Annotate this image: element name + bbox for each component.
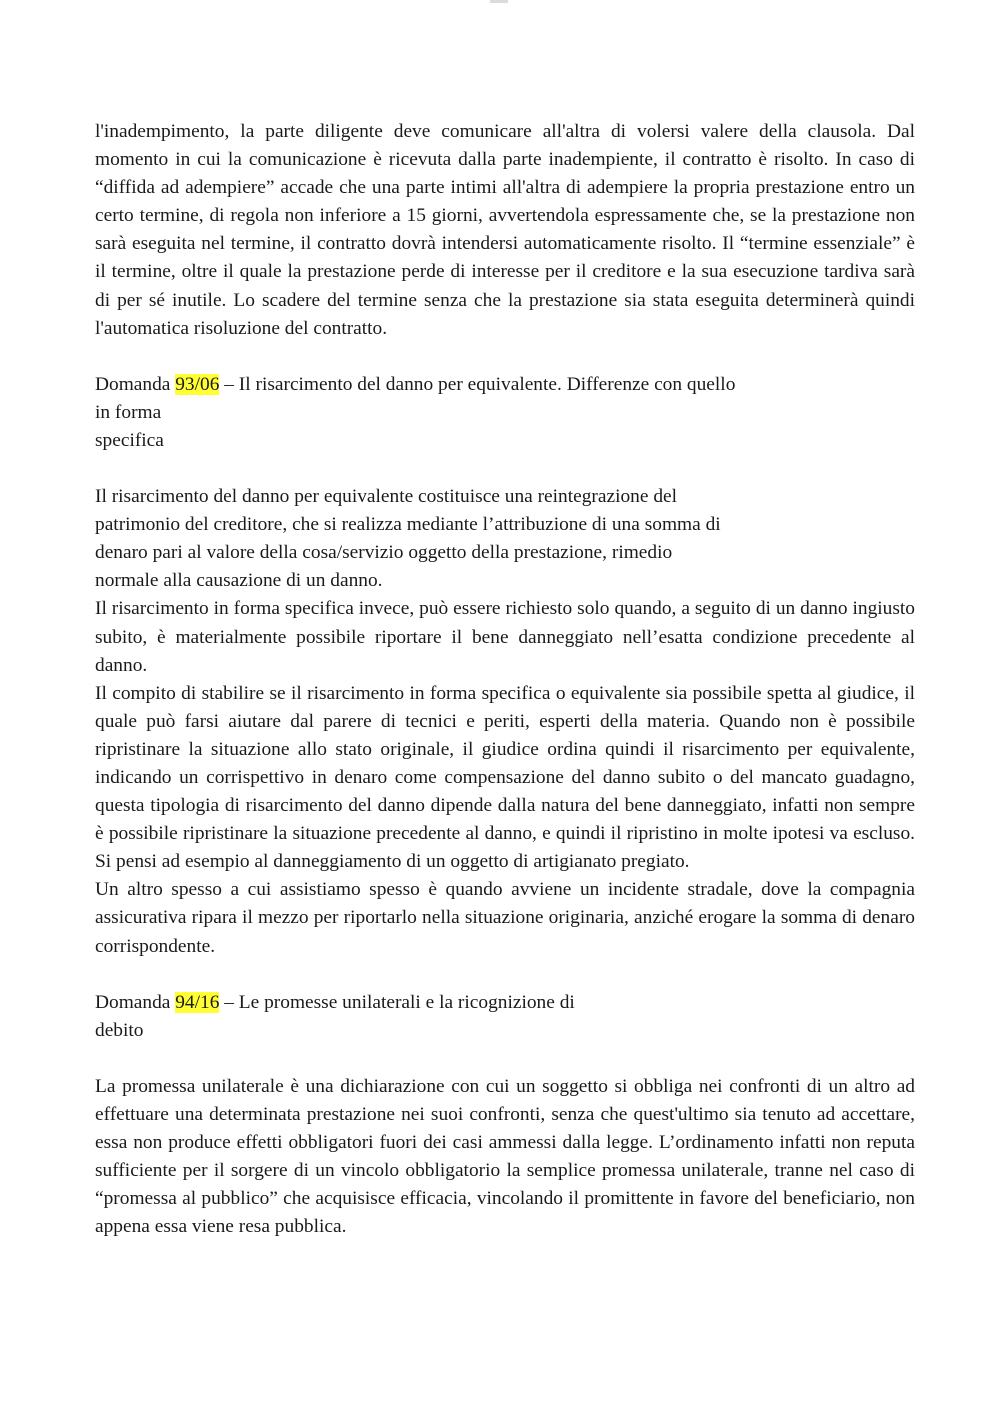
answer-paragraph: Un altro spesso a cui assistiamo spesso è quando avviene un incidente stradale, dove la compagnia assicurativa ripara il mezzo per riportarlo nella situazione originaria, anziché erogare la somma di denaro corrispondente. [95, 879, 915, 957]
question-code-highlight: 94/16 [175, 991, 220, 1013]
header-mark [490, 0, 508, 3]
document-page [95, 118, 915, 1241]
spacer [95, 343, 915, 371]
question-title-line2: debito [95, 1019, 144, 1041]
answer-line: patrimonio del creditore, che si realizza mediante l’attribuzione di una somma di [95, 514, 721, 536]
spacer [95, 961, 915, 989]
answer-intro [95, 483, 915, 595]
question-title-line3: specifica [95, 429, 164, 451]
answer-line: normale alla causazione di un danno. [95, 570, 383, 592]
spacer [95, 455, 915, 483]
answer-paragraph: Il risarcimento in forma specifica invece, può essere richiesto solo quando, a seguito di un danno ingiusto subito, è materialmente possibile riportare il bene danneggiato nell’esatta condizione precedente al danno. [95, 598, 915, 676]
paragraph-continuation: l'inadempimento, la parte diligente deve comunicare all'altra di volersi valere della clausola. Dal momento in cui la comunicazione è ricevuta dalla parte inadempiente, il contratto è risolto. In caso di “diffida ad adempiere” accade che una parte intimi all'altra di adempiere la propria prestazione entro un certo termine, di regola non inferiore a 15 giorni, avvertendola espressamente che, se la prestazione non sarà eseguita nel termine, il contratto dovrà intendersi automaticamente risolto. Il “termine essenziale” è il termine, oltre il quale la prestazione perde di interesse per il creditore e la sua esecuzione tardiva sarà di per sé inutile. Lo scadere del termine senza che la prestazione sia stata eseguita determinerà quindi l'automatica risoluzione del contratto. [95, 121, 915, 339]
question-prefix: Domanda [95, 991, 176, 1013]
answer-line: Il risarcimento del danno per equivalente costituisce una reintegrazione del [95, 486, 678, 508]
question-title: – Le promesse unilaterali e la ricognizione di [219, 991, 575, 1013]
spacer [95, 1045, 915, 1073]
question-title: – Il risarcimento del danno per equivalente. Differenze con quello [219, 373, 736, 395]
question-prefix: Domanda [95, 373, 176, 395]
answer-paragraph: Il compito di stabilire se il risarcimento in forma specifica o equivalente sia possibile spetta al giudice, il quale può farsi aiutare dal parere di tecnici e periti, esperti della materia. Quando non è possibile ripristinare la situazione allo stato originale, il giudice ordina quindi il risarcimento per equivalente, indicando un corrispettivo in denaro come compensazione del danno subito o del mancato guadagno, questa tipologia di risarcimento del danno dipende dalla natura del bene danneggiato, infatti non sempre è possibile ripristinare la situazione precedente al danno, e quindi il ripristino in molte ipotesi va escluso. Si pensi ad esempio al danneggiamento di un oggetto di artigianato pregiato. [95, 682, 915, 873]
question-title-line2: in forma [95, 401, 162, 423]
answer-line: denaro pari al valore della cosa/servizio oggetto della prestazione, rimedio [95, 542, 673, 564]
question-heading-94-16 [95, 989, 915, 1045]
question-code-highlight: 93/06 [175, 373, 220, 395]
answer-paragraph: La promessa unilaterale è una dichiarazione con cui un soggetto si obbliga nei confronti di un altro ad effettuare una determinata prestazione nei suoi confronti, senza che quest'ultimo sia tenuto ad accettare, essa non produce effetti obbligatori fuori dei casi ammessi dalla legge. L’ordinamento infatti non reputa sufficiente per il sorgere di un vincolo obbligatorio la semplice promessa unilaterale, tranne nel caso di “promessa al pubblico” che acquisisce efficacia, vincolando il promittente in favore del beneficiario, non appena essa viene resa pubblica. [95, 1075, 915, 1238]
question-heading-93-06 [95, 371, 915, 455]
